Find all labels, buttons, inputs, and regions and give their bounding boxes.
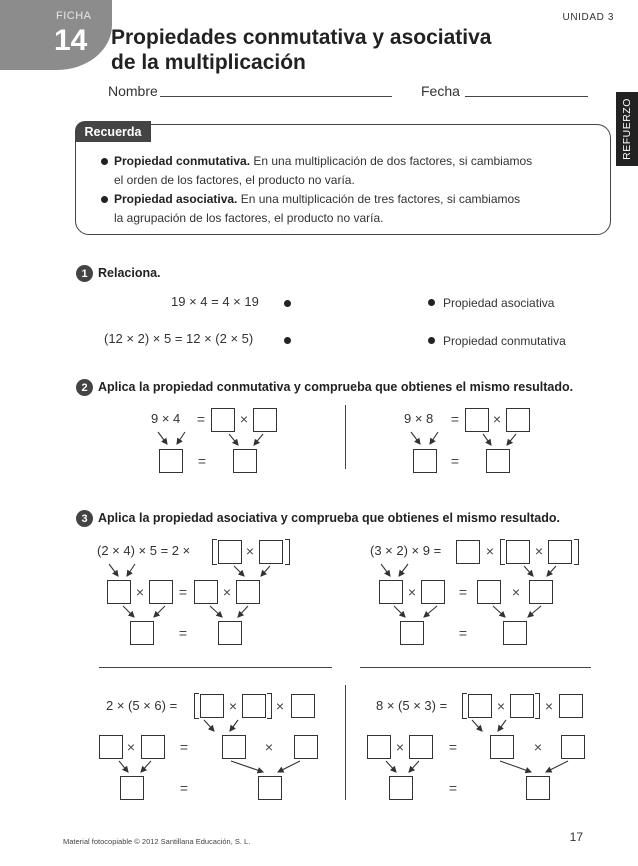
exercise-1-number: 1 (76, 265, 93, 282)
equals-sign: = (448, 780, 458, 796)
close-paren (267, 693, 272, 719)
expression-asociativa: (12 × 2) × 5 = 12 × (2 × 5) (104, 331, 254, 346)
recuerda-text: En una multiplicación de dos factores, si cambiamos (250, 154, 533, 168)
times-sign: × (245, 543, 255, 559)
divider-horizontal (360, 667, 591, 668)
close-paren (285, 539, 290, 565)
recuerda-text: En una multiplicación de tres factores, si cambiamos (237, 192, 521, 206)
expression-d: 8 × (5 × 3) = (376, 698, 448, 713)
equals-sign: = (450, 453, 460, 469)
equals-sign: = (458, 625, 468, 641)
times-sign: × (485, 543, 495, 559)
title-line-1: Propiedades conmutativa y asociativa (111, 26, 492, 49)
answer-box[interactable] (233, 449, 257, 473)
answer-box[interactable] (253, 408, 277, 432)
equals-sign: = (196, 411, 206, 427)
times-sign: × (126, 739, 136, 755)
expression-a: (2 × 4) × 5 = 2 × (97, 543, 191, 558)
answer-box[interactable] (468, 694, 492, 718)
ficha-number: 14 (54, 24, 88, 57)
unidad-label: UNIDAD 3 (562, 12, 614, 23)
answer-box[interactable] (503, 621, 527, 645)
divider-horizontal (99, 667, 332, 668)
answer-box[interactable] (99, 735, 123, 759)
answer-box[interactable] (486, 449, 510, 473)
nombre-label: Nombre (108, 83, 158, 99)
recuerda-text: el orden de los factores, el producto no varía. (114, 173, 355, 187)
exercise-1-instruction: Relaciona. (98, 266, 161, 280)
recuerda-text: la agrupación de los factores, el producto no varía. (114, 211, 384, 225)
answer-box[interactable] (506, 408, 530, 432)
answer-box[interactable] (130, 621, 154, 645)
answer-box[interactable] (107, 580, 131, 604)
refuerzo-side-tab (616, 92, 638, 166)
title-line-2: de la multiplicación (111, 51, 306, 74)
recuerda-item-conmutativa (114, 152, 554, 190)
answer-box[interactable] (242, 694, 266, 718)
divider-vertical (345, 405, 346, 469)
answer-box[interactable] (548, 540, 572, 564)
answer-box[interactable] (194, 580, 218, 604)
times-sign: × (492, 411, 502, 427)
times-sign: × (533, 739, 543, 755)
answer-box[interactable] (236, 580, 260, 604)
footer-copyright: Material fotocopiable © 2012 Santillana Educación, S. L. (63, 837, 251, 846)
open-paren (194, 693, 199, 719)
expression-b: (3 × 2) × 9 = (370, 543, 442, 558)
equals-sign: = (178, 625, 188, 641)
times-sign: × (275, 698, 285, 714)
times-sign: × (135, 584, 145, 600)
answer-box[interactable] (291, 694, 315, 718)
ficha-label: FICHA (56, 10, 92, 22)
expression-9x8: 9 × 8 (404, 411, 434, 426)
answer-box[interactable] (526, 776, 550, 800)
answer-box[interactable] (559, 694, 583, 718)
page-number: 17 (569, 830, 583, 844)
times-sign: × (511, 584, 521, 600)
nombre-field[interactable] (160, 96, 392, 97)
recuerda-term: Propiedad conmutativa. (114, 154, 251, 168)
equals-sign: = (197, 453, 207, 469)
answer-box[interactable] (465, 408, 489, 432)
close-paren (535, 693, 540, 719)
answer-box[interactable] (211, 408, 235, 432)
answer-box[interactable] (218, 540, 242, 564)
times-sign: × (222, 584, 232, 600)
equals-sign: = (450, 411, 460, 427)
times-sign: × (496, 698, 506, 714)
match-dot-left-2[interactable] (284, 337, 291, 344)
recuerda-tab: Recuerda (75, 121, 151, 142)
answer-box[interactable] (400, 621, 424, 645)
match-dot-right-1[interactable] (428, 299, 435, 306)
answer-box[interactable] (561, 735, 585, 759)
answer-box[interactable] (421, 580, 445, 604)
times-sign: × (407, 584, 417, 600)
answer-box[interactable] (159, 449, 183, 473)
times-sign: × (534, 543, 544, 559)
answer-box[interactable] (200, 694, 224, 718)
times-sign: × (239, 411, 249, 427)
answer-box[interactable] (529, 580, 553, 604)
answer-box[interactable] (367, 735, 391, 759)
answer-box[interactable] (413, 449, 437, 473)
fecha-label: Fecha (421, 83, 460, 99)
answer-box[interactable] (379, 580, 403, 604)
answer-box[interactable] (456, 540, 480, 564)
times-sign: × (395, 739, 405, 755)
times-sign: × (544, 698, 554, 714)
answer-box[interactable] (490, 735, 514, 759)
equals-sign: = (448, 739, 458, 755)
exercise-3-number: 3 (76, 510, 93, 527)
exercise-3-instruction: Aplica la propiedad asociativa y comprueba que obtienes el mismo resultado. (98, 511, 560, 525)
exercise-2-number: 2 (76, 379, 93, 396)
match-dot-left-1[interactable] (284, 300, 291, 307)
answer-box[interactable] (141, 735, 165, 759)
answer-box[interactable] (389, 776, 413, 800)
fecha-field[interactable] (465, 96, 588, 97)
open-paren (212, 539, 217, 565)
answer-box[interactable] (259, 540, 283, 564)
equals-sign: = (178, 584, 188, 600)
open-paren (500, 539, 505, 565)
answer-box[interactable] (222, 735, 246, 759)
recuerda-item-asociativa (114, 190, 554, 228)
answer-box[interactable] (506, 540, 530, 564)
answer-box[interactable] (409, 735, 433, 759)
exercise-2-instruction: Aplica la propiedad conmutativa y comprueba que obtienes el mismo resultado. (98, 380, 574, 394)
equals-sign: = (179, 739, 189, 755)
page-title (111, 25, 531, 75)
answer-box[interactable] (120, 776, 144, 800)
answer-box[interactable] (258, 776, 282, 800)
propiedad-asociativa-option: Propiedad asociativa (443, 296, 555, 310)
answer-box[interactable] (218, 621, 242, 645)
answer-box[interactable] (477, 580, 501, 604)
times-sign: × (264, 739, 274, 755)
equals-sign: = (458, 584, 468, 600)
expression-c: 2 × (5 × 6) = (106, 698, 178, 713)
answer-box[interactable] (294, 735, 318, 759)
match-dot-right-2[interactable] (428, 337, 435, 344)
propiedad-conmutativa-option: Propiedad conmutativa (443, 334, 566, 348)
answer-box[interactable] (510, 694, 534, 718)
close-paren (574, 539, 579, 565)
equals-sign: = (179, 780, 189, 796)
expression-9x4: 9 × 4 (151, 411, 181, 426)
divider-vertical (345, 685, 346, 800)
answer-box[interactable] (149, 580, 173, 604)
open-paren (462, 693, 467, 719)
times-sign: × (228, 698, 238, 714)
recuerda-term: Propiedad asociativa. (114, 192, 238, 206)
expression-conmutativa: 19 × 4 = 4 × 19 (171, 294, 259, 309)
refuerzo-label: REFUERZO (621, 98, 633, 160)
